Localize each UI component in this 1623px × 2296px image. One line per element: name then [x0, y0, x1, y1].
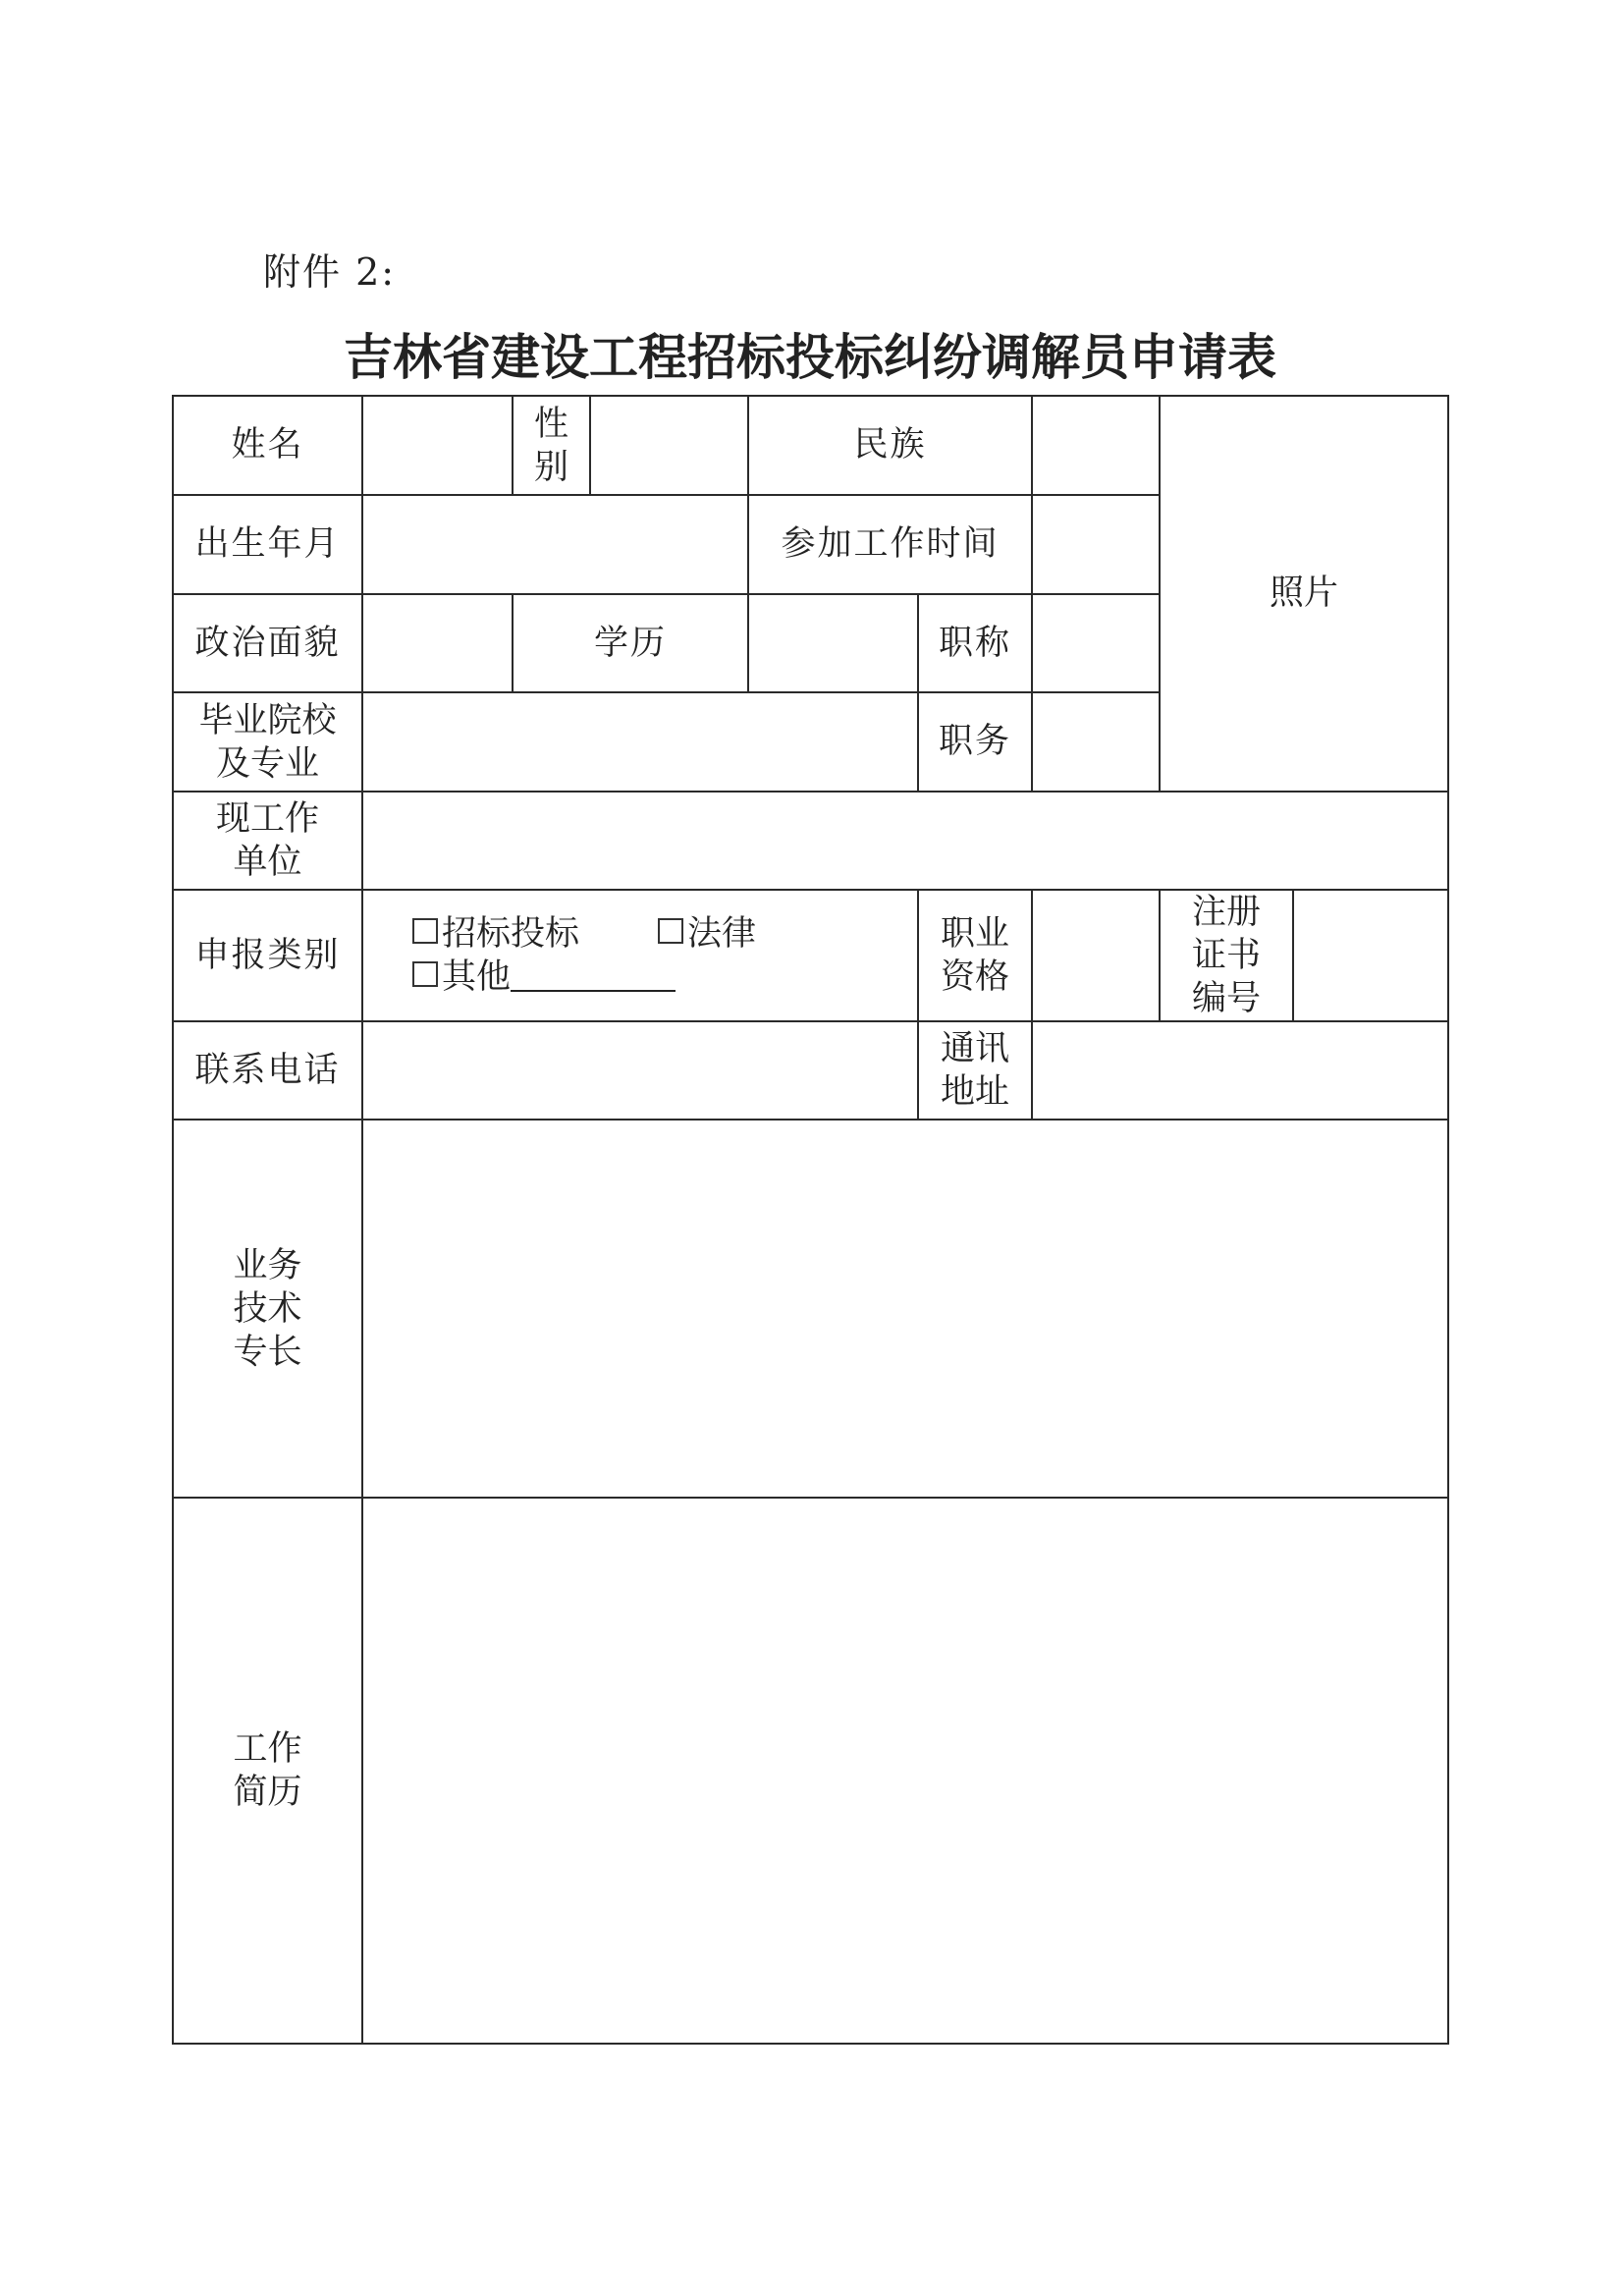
- law-checkbox[interactable]: 法律: [658, 914, 756, 954]
- employer-label: 现工作 单位: [173, 792, 362, 890]
- work-start-label: 参加工作时间: [748, 495, 1032, 594]
- education-field[interactable]: [748, 594, 918, 692]
- attachment-label: 附件 2:: [263, 250, 397, 294]
- position-label: 职务: [918, 692, 1032, 792]
- name-label: 姓名: [173, 396, 362, 495]
- category-options: [362, 890, 918, 1021]
- title-field[interactable]: [1032, 594, 1160, 692]
- resume-label: 工作 简历: [173, 1498, 362, 2044]
- qualification-label: 职业 资格: [918, 890, 1032, 1021]
- resume-field[interactable]: [362, 1498, 1448, 2044]
- political-field[interactable]: [362, 594, 513, 692]
- checkbox-icon: [412, 918, 438, 944]
- phone-label: 联系电话: [173, 1021, 362, 1120]
- form-title: 吉林省建设工程招标投标纠纷调解员申请表: [344, 329, 1276, 386]
- other-blank[interactable]: [511, 958, 676, 992]
- photo-area[interactable]: [1160, 396, 1448, 792]
- gender-field[interactable]: [590, 396, 748, 495]
- title-label: 职称: [918, 594, 1032, 692]
- education-label: 学历: [513, 594, 748, 692]
- cert-number-field[interactable]: [1293, 890, 1448, 1021]
- application-form-table: [172, 395, 1449, 2045]
- expertise-label: 业务 技术 专长: [173, 1120, 362, 1498]
- checkbox-icon: [658, 918, 683, 944]
- category-label: 申报类别: [173, 890, 362, 1021]
- school-field[interactable]: [362, 692, 918, 792]
- other-checkbox[interactable]: 其他: [412, 957, 511, 997]
- qualification-field[interactable]: [1032, 890, 1160, 1021]
- political-label: 政治面貌: [173, 594, 362, 692]
- address-label: 通讯 地址: [918, 1021, 1032, 1120]
- position-field[interactable]: [1032, 692, 1160, 792]
- birth-field[interactable]: [362, 495, 748, 594]
- checkbox-icon: [412, 961, 438, 987]
- gender-label: 性 别: [513, 396, 590, 495]
- work-start-field[interactable]: [1032, 495, 1160, 594]
- expertise-field[interactable]: [362, 1120, 1448, 1498]
- ethnicity-label: 民族: [748, 396, 1032, 495]
- name-field[interactable]: [362, 396, 513, 495]
- ethnicity-field[interactable]: [1032, 396, 1160, 495]
- phone-field[interactable]: [362, 1021, 918, 1120]
- school-label: 毕业院校 及专业: [173, 692, 362, 792]
- cert-number-label: 注册 证书 编号: [1160, 890, 1293, 1021]
- bidding-checkbox[interactable]: 招标投标: [412, 914, 579, 954]
- employer-field[interactable]: [362, 792, 1448, 890]
- birth-label: 出生年月: [173, 495, 362, 594]
- photo-label: 照片: [1270, 574, 1339, 613]
- address-field[interactable]: [1032, 1021, 1448, 1120]
